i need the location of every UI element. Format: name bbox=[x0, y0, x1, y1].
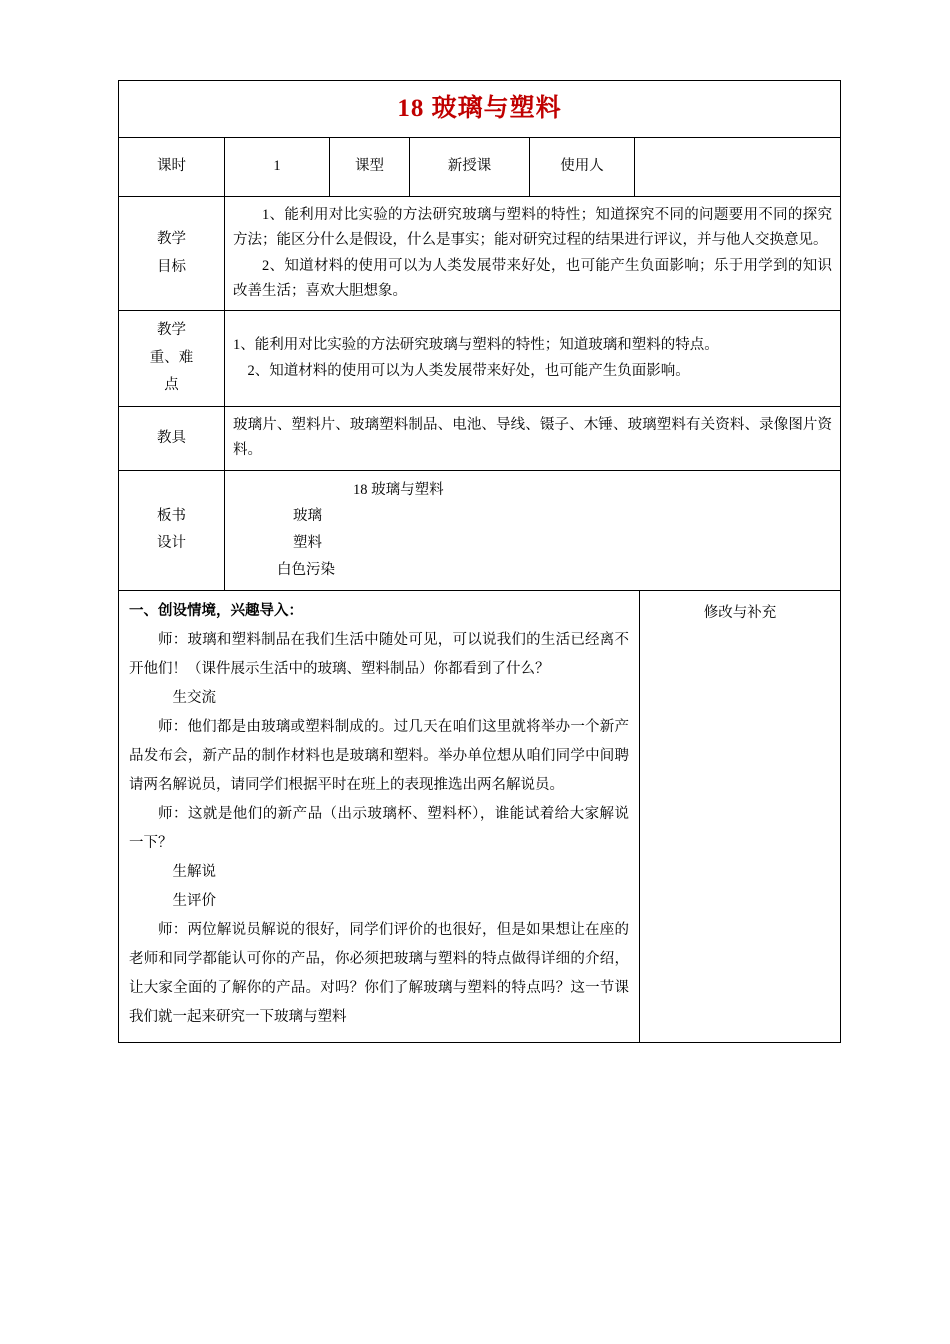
title-row bbox=[119, 81, 841, 138]
section-heading: 一、创设情境，兴趣导入： bbox=[129, 602, 303, 619]
body-right-cell bbox=[640, 590, 841, 1042]
keypoints-label-line-3: 点 bbox=[164, 377, 179, 394]
keypoints-paragraph-2: 2、知道材料的使用可以为人类发展带来好处，也可能产生负面影响。 bbox=[247, 362, 690, 379]
type-label: 课型 bbox=[330, 137, 410, 196]
objectives-paragraph-1: 1、能利用对比实验的方法研究玻璃与塑料的特性；知道探究不同的问题要用不同的探究方法；能区分什么是假设，什么是事实；能对研究过程的结果进行评议，并与他人交换意见。 bbox=[233, 206, 833, 249]
objectives-label-line-1: 教学 bbox=[157, 230, 186, 247]
lesson-body-table bbox=[118, 590, 841, 1043]
blackboard-label-line-2: 设计 bbox=[157, 535, 186, 552]
info-row bbox=[119, 137, 841, 196]
objectives-row bbox=[119, 196, 841, 311]
blackboard-line-1: 18 玻璃与塑料 bbox=[353, 481, 444, 498]
blackboard-label-line-1: 板书 bbox=[157, 507, 186, 524]
title-cell bbox=[119, 81, 841, 138]
materials-paragraph-1: 玻璃片、塑料片、玻璃塑料制品、电池、导线、镊子、木锤、玻璃塑料有关资料、录像图片资料。 bbox=[233, 416, 833, 459]
blackboard-line-4: 白色污染 bbox=[277, 562, 335, 579]
period-value: 1 bbox=[225, 137, 330, 196]
body-paragraph-5: 生解说 bbox=[172, 863, 216, 880]
revision-heading: 修改与补充 bbox=[703, 604, 777, 621]
blackboard-label bbox=[119, 470, 225, 590]
blackboard-row bbox=[119, 470, 841, 590]
keypoints-label bbox=[119, 311, 225, 407]
body-paragraph-6: 生评价 bbox=[172, 892, 216, 909]
body-paragraph-1: 师：玻璃和塑料制品在我们生活中随处可见，可以说我们的生活已经离不开他们！（课件展示生活中的玻璃、塑料制品）你都看到了什么？ bbox=[129, 631, 629, 677]
keypoints-label-line-2: 重、难 bbox=[149, 349, 194, 366]
keypoints-label-line-1: 教学 bbox=[157, 322, 186, 339]
body-paragraph-4: 师：这就是他们的新产品（出示玻璃杯、塑料杯），谁能试着给大家解说一下？ bbox=[129, 805, 629, 851]
objectives-paragraph-2: 2、知道材料的使用可以为人类发展带来好处，也可能产生负面影响；乐于用学到的知识改善生活；喜欢大胆想象。 bbox=[233, 257, 833, 299]
body-paragraph-3: 师：他们都是由玻璃或塑料制成的。过几天在咱们这里就将举办一个新产品发布会，新产品的制作材料也是玻璃和塑料。举办单位想从咱们同学中间聘请两名解说员，请同学们根据平时在班上的表现推选出两名解说员。 bbox=[129, 718, 629, 793]
page-title: 18 玻璃与塑料 bbox=[397, 95, 562, 122]
keypoints-content bbox=[225, 311, 841, 407]
materials-row bbox=[119, 406, 841, 470]
period-label: 课时 bbox=[119, 137, 225, 196]
user-label: 使用人 bbox=[530, 137, 635, 196]
lesson-plan-header-table bbox=[118, 80, 841, 591]
type-value: 新授课 bbox=[410, 137, 530, 196]
keypoints-paragraph-1: 1、能利用对比实验的方法研究玻璃与塑料的特性；知道玻璃和塑料的特点。 bbox=[233, 337, 719, 354]
body-paragraph-7: 师：两位解说员解说的很好，同学们评价的也很好，但是如果想让在座的老师和同学都能认可你的产品，你必须把玻璃与塑料的特点做得详细的介绍，让大家全面的了解你的产品。对吗？你们了解玻璃与塑料的特点吗？这一节课我们就一起来研究一下玻璃与塑料 bbox=[129, 921, 629, 1025]
body-row bbox=[119, 590, 841, 1042]
user-value bbox=[635, 137, 841, 196]
objectives-content bbox=[225, 196, 841, 311]
keypoints-row bbox=[119, 311, 841, 407]
blackboard-line-2: 玻璃 bbox=[293, 508, 322, 525]
body-paragraph-2: 生交流 bbox=[172, 689, 216, 706]
blackboard-content bbox=[225, 470, 841, 590]
materials-label: 教具 bbox=[119, 406, 225, 470]
objectives-label-line-2: 目标 bbox=[157, 258, 186, 275]
materials-content bbox=[225, 406, 841, 470]
objectives-label bbox=[119, 196, 225, 311]
blackboard-line-3: 塑料 bbox=[293, 535, 322, 552]
body-left-cell bbox=[119, 590, 640, 1042]
